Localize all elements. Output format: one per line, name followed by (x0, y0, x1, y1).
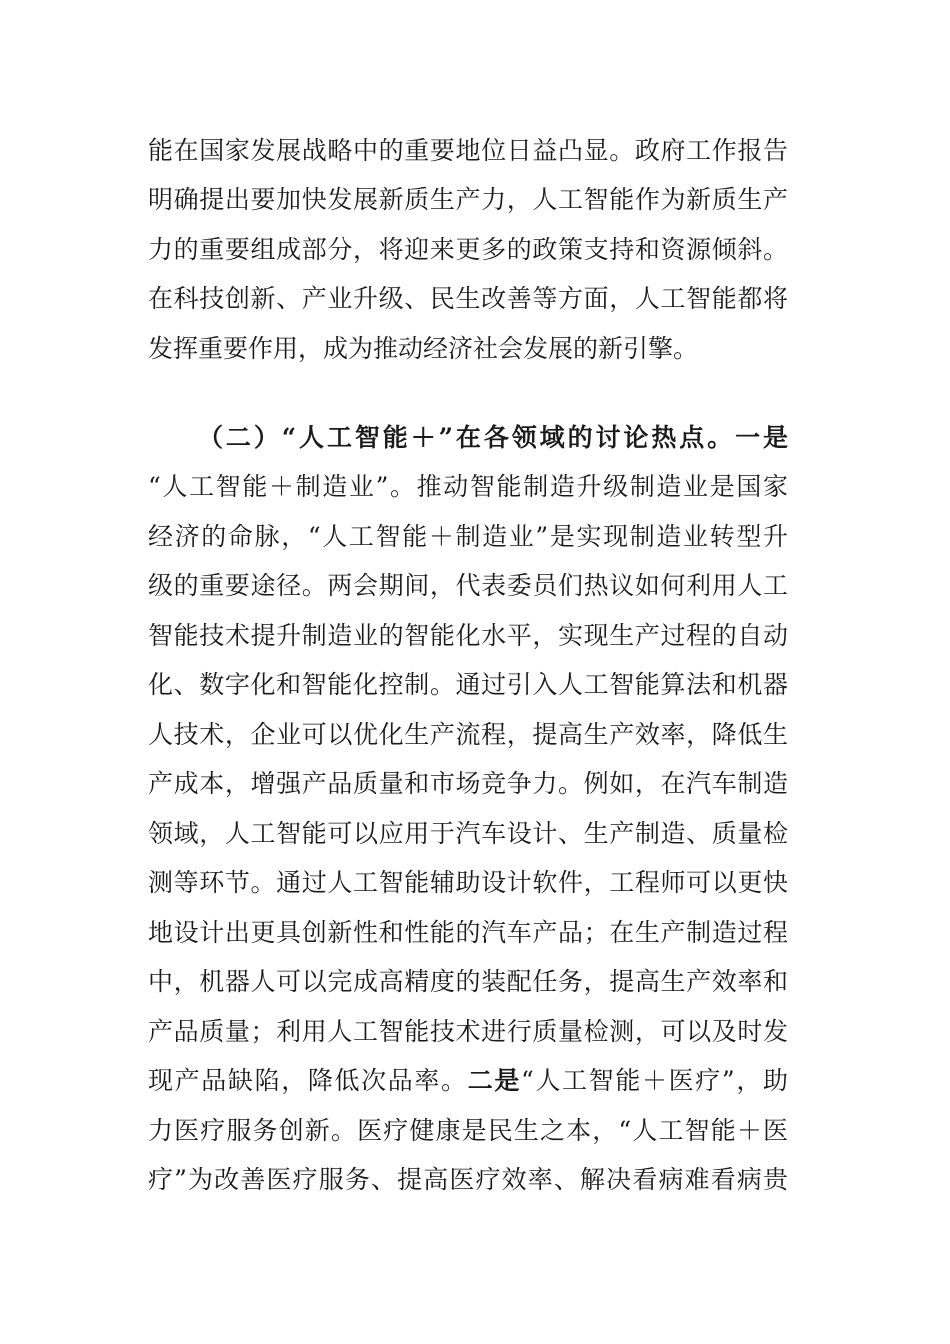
line-13-text-after: “人工智能＋医疗”，助 (521, 1066, 788, 1095)
paragraph1-line-3: 力的重要组成部分，将迎来更多的政策支持和资源倾斜。 (148, 235, 788, 264)
paragraph1-line-2: 明确提出要加快发展新质生产力，人工智能作为新质生产 (148, 185, 788, 214)
paragraph2-line-14: 力医疗服务创新。医疗健康是民生之本，“人工智能＋医 (148, 1116, 788, 1145)
paragraph2-line-2: 经济的命脉，“人工智能＋制造业”是实现制造业转型升 (148, 522, 788, 551)
paragraph2-line-1: “人工智能＋制造业”。推动智能制造升级制造业是国家 (148, 472, 788, 501)
paragraph1-line-5: 发挥重要作用，成为推动经济社会发展的新引擎。 (148, 334, 699, 363)
paragraph2-line-12: 产品质量；利用人工智能技术进行质量检测，可以及时发 (148, 1017, 788, 1046)
paragraph2-line-9: 测等环节。通过人工智能辅助设计软件，工程师可以更快 (148, 868, 788, 897)
paragraph2-line-15: 疗”为改善医疗服务、提高医疗效率、解决看病难看病贵 (148, 1165, 788, 1194)
section-heading: （二）“人工智能＋”在各领域的讨论热点。一是 (198, 423, 788, 452)
paragraph2-line-3: 级的重要途径。两会期间，代表委员们热议如何利用人工 (148, 571, 788, 600)
line-13-text-before: 现产品缺陷，降低次品率。 (148, 1066, 468, 1095)
emphasis-er-shi: 二是 (467, 1066, 522, 1095)
paragraph2-line-4: 智能技术提升制造业的智能化水平，实现生产过程的自动 (148, 621, 788, 650)
paragraph2-line-5: 化、数字化和智能化控制。通过引入人工智能算法和机器 (148, 670, 788, 699)
paragraph2-line-11: 中，机器人可以完成高精度的装配任务，提高生产效率和 (148, 967, 788, 996)
paragraph2-line-7: 产成本，增强产品质量和市场竞争力。例如，在汽车制造 (148, 769, 788, 798)
paragraph1-line-4: 在科技创新、产业升级、民生改善等方面，人工智能都将 (148, 284, 788, 313)
paragraph2-line-13 (148, 1061, 788, 1101)
paragraph2-line-10: 地设计出更具创新性和性能的汽车产品；在生产制造过程 (148, 918, 788, 947)
paragraph1-line-1: 能在国家发展战略中的重要地位日益凸显。政府工作报告 (148, 136, 788, 165)
paragraph2-line-8: 领域，人工智能可以应用于汽车设计、生产制造、质量检 (148, 819, 788, 848)
paragraph2-line-6: 人技术，企业可以优化生产流程，提高生产效率，降低生 (148, 720, 788, 749)
